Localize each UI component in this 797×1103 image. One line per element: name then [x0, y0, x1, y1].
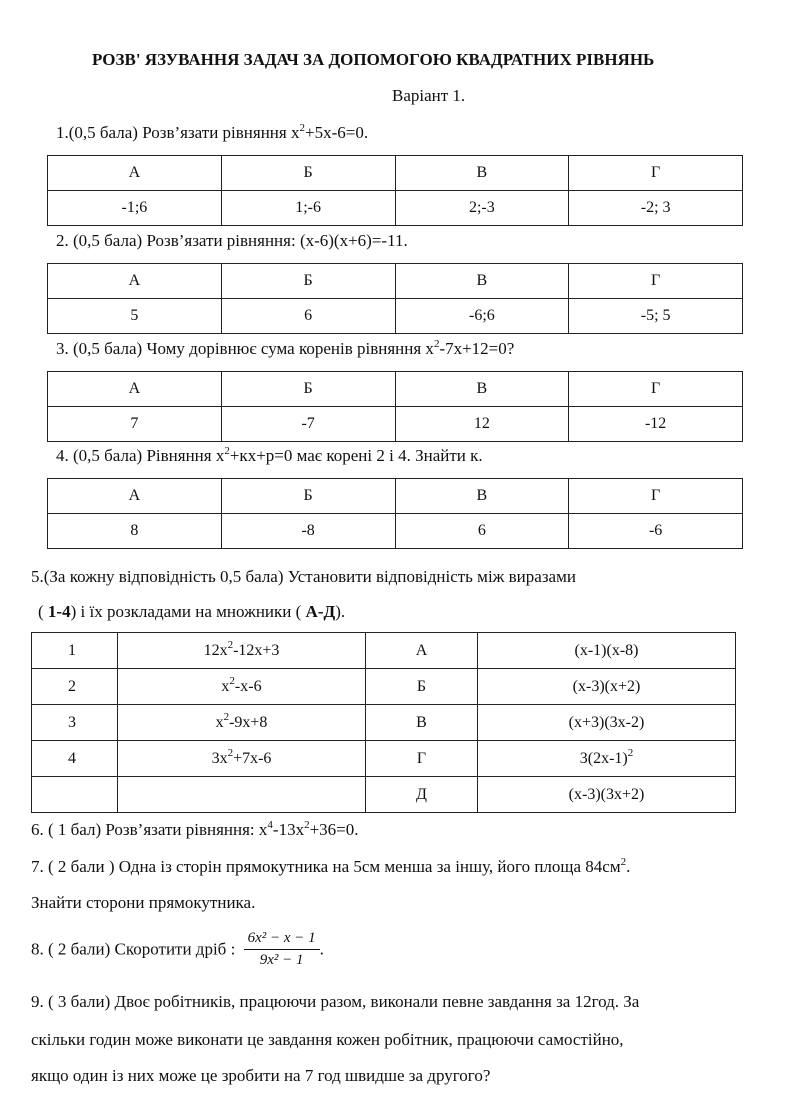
- expression-exponent: 2: [227, 638, 234, 651]
- option-value-g: -5; 5: [569, 299, 743, 334]
- question-7-line1: [31, 857, 630, 877]
- option-header-g: Г: [569, 156, 743, 191]
- option-value-g: -6: [569, 514, 743, 549]
- matching-row: [32, 705, 736, 741]
- option-value-a: 5: [48, 299, 222, 334]
- expression-rest: +7х-6: [233, 749, 272, 767]
- question-6: [31, 820, 359, 840]
- question-9-line1: 9. ( 3 бали) Двоє робітників, працюючи разом, виконали певне завдання за 12год. За: [31, 992, 640, 1011]
- expression-rest: -9х+8: [229, 713, 268, 731]
- question-1-text-end: +5х-6=0.: [304, 123, 369, 142]
- option-header-v: В: [395, 156, 569, 191]
- answer-header-row: [48, 156, 743, 191]
- expression-cell: [118, 777, 366, 813]
- expression-rest: -12х+3: [233, 641, 280, 659]
- matching-table: [31, 632, 736, 813]
- option-value-v: 6: [395, 514, 569, 549]
- question-7-exponent: 2: [620, 856, 627, 868]
- question-6-mid: -13х: [272, 820, 305, 839]
- expression-cell: [118, 633, 366, 669]
- answer-values-row: [48, 299, 743, 334]
- question-6-text: 6. ( 1 бал) Розв’язати рівняння: х: [31, 820, 268, 839]
- factor-letter: В: [366, 705, 478, 741]
- option-value-a: -1;6: [48, 191, 222, 226]
- option-header-v: В: [395, 372, 569, 407]
- question-8-text: 8. ( 2 бали) Скоротити дріб :: [31, 939, 240, 959]
- question-3-exponent: 2: [433, 338, 440, 350]
- question-3: [56, 339, 514, 359]
- factor-text: (х-3)(х+2): [572, 677, 641, 695]
- option-header-g: Г: [569, 372, 743, 407]
- option-value-b: -8: [221, 514, 395, 549]
- question-4-text: 4. (0,5 бала) Рівняння х: [56, 446, 225, 465]
- question-9-line3: якщо один із них може це зробити на 7 год швидше за другого?: [31, 1066, 491, 1085]
- question-2: [56, 231, 408, 251]
- answer-values-row: [48, 514, 743, 549]
- factor-cell: [478, 669, 736, 705]
- factor-cell: [478, 741, 736, 777]
- question-7-dot: .: [626, 857, 631, 876]
- question-7-text: 7. ( 2 бали ) Одна із сторін прямокутника на 5см менша за іншу, його площа 84см: [31, 857, 621, 876]
- expression-number: 2: [32, 669, 118, 705]
- question-4-exponent: 2: [224, 445, 230, 457]
- expression-cell: [118, 705, 366, 741]
- question-6-exponent-2: 2: [304, 819, 310, 831]
- option-value-b: 1;-6: [221, 191, 395, 226]
- question-6-exponent-4: 4: [267, 819, 273, 831]
- expression-cell: [118, 741, 366, 777]
- expression-base: 12х: [203, 641, 228, 659]
- option-value-v: -6;6: [395, 299, 569, 334]
- option-header-b: Б: [221, 264, 395, 299]
- q5-range-letters: А-Д: [305, 602, 336, 621]
- question-1: [56, 123, 368, 143]
- question-2-text: 2. (0,5 бала) Розв’язати рівняння: (х-6)(х+6)=-11.: [56, 231, 408, 250]
- question-9-line2: скільки годин може виконати це завдання кожен робітник, працюючи самостійно,: [31, 1030, 624, 1049]
- expression-rest: -х-6: [234, 677, 262, 695]
- option-value-b: 6: [221, 299, 395, 334]
- fraction-denominator: 9x² − 1: [259, 952, 304, 968]
- expression-number: [32, 777, 118, 813]
- question-4-text-end: +кх+р=0 має корені 2 і 4. Знайти к.: [229, 446, 483, 465]
- expression-number: 3: [32, 705, 118, 741]
- option-header-b: Б: [221, 479, 395, 514]
- question-8: [31, 930, 324, 969]
- answer-header-row: [48, 479, 743, 514]
- expression-exponent: 2: [227, 746, 234, 759]
- answer-values-row: [48, 407, 743, 442]
- expression-exponent: 2: [229, 674, 235, 687]
- question-5-line1: 5.(За кожну відповідність 0,5 бала) Установити відповідність між виразами: [31, 567, 576, 586]
- option-header-v: В: [395, 264, 569, 299]
- question-3-text: 3. (0,5 бала) Чому дорівнює сума коренів рівняння х: [56, 339, 434, 358]
- expression-cell: [118, 669, 366, 705]
- answer-table-3: [47, 371, 743, 442]
- option-header-a: А: [48, 372, 222, 407]
- option-value-v: 12: [395, 407, 569, 442]
- option-value-b: -7: [221, 407, 395, 442]
- expression-number: 1: [32, 633, 118, 669]
- factor-letter: А: [366, 633, 478, 669]
- factor-text: (х+3)(3х-2): [568, 713, 645, 731]
- option-value-a: 8: [48, 514, 222, 549]
- question-3-text-end: -7х+12=0?: [439, 339, 515, 358]
- expression-number: 4: [32, 741, 118, 777]
- factor-letter: Г: [366, 741, 478, 777]
- factor-cell: [478, 777, 736, 813]
- q5-range-numbers: 1-4: [47, 602, 71, 621]
- expression-base: х: [215, 713, 224, 731]
- q5-paren: (: [38, 602, 48, 621]
- expression-base: 3х: [211, 749, 228, 767]
- matching-row: [32, 669, 736, 705]
- factor-cell: [478, 705, 736, 741]
- option-header-g: Г: [569, 479, 743, 514]
- option-value-g: -12: [569, 407, 743, 442]
- question-8-dot: .: [319, 939, 324, 959]
- expression-base: х: [221, 677, 230, 695]
- option-value-g: -2; 3: [569, 191, 743, 226]
- option-header-g: Г: [569, 264, 743, 299]
- option-header-b: Б: [221, 156, 395, 191]
- factor-cell: [478, 633, 736, 669]
- option-header-a: А: [48, 264, 222, 299]
- answer-table-4: [47, 478, 743, 549]
- answer-table-2: [47, 263, 743, 334]
- question-1-text: 1.(0,5 бала) Розв’язати рівняння х: [56, 123, 300, 142]
- option-header-v: В: [395, 479, 569, 514]
- page-title: РОЗВ' ЯЗУВАННЯ ЗАДАЧ ЗА ДОПОМОГОЮ КВАДРАТНИХ РІВНЯНЬ: [92, 50, 655, 69]
- factor-text: (х-1)(х-8): [574, 641, 639, 659]
- q5-mid-text: ) і їх розкладами на множники (: [70, 602, 306, 621]
- question-5-line2: [38, 602, 345, 622]
- matching-row: [32, 777, 736, 813]
- option-header-a: А: [48, 479, 222, 514]
- question-7-line2: Знайти сторони прямокутника.: [31, 893, 256, 912]
- matching-row: [32, 741, 736, 777]
- answer-header-row: [48, 264, 743, 299]
- option-header-b: Б: [221, 372, 395, 407]
- question-1-exponent: 2: [299, 122, 305, 134]
- factor-letter: Б: [366, 669, 478, 705]
- question-6-end: +36=0.: [309, 820, 359, 839]
- answer-values-row: [48, 191, 743, 226]
- answer-header-row: [48, 372, 743, 407]
- factor-letter: Д: [366, 777, 478, 813]
- matching-row: [32, 633, 736, 669]
- option-value-a: 7: [48, 407, 222, 442]
- question-4: [56, 446, 483, 466]
- fraction: [244, 930, 320, 969]
- factor-text: (х-3)(3х+2): [568, 785, 645, 803]
- answer-table-1: [47, 155, 743, 226]
- factor-exponent: 2: [627, 746, 634, 759]
- option-value-v: 2;-3: [395, 191, 569, 226]
- factor-text: 3(2х-1): [579, 749, 628, 767]
- option-header-a: А: [48, 156, 222, 191]
- variant-label: Варіант 1.: [392, 86, 466, 105]
- fraction-numerator: 6x² − x − 1: [244, 930, 320, 950]
- expression-exponent: 2: [223, 710, 230, 723]
- q5-end: ).: [335, 602, 346, 621]
